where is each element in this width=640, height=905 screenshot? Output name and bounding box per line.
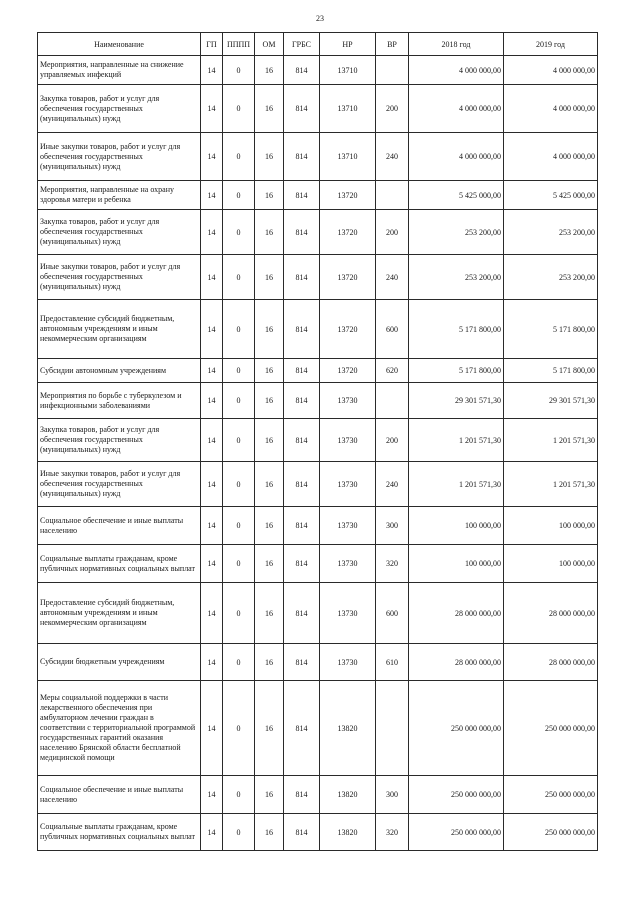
row-om: 16 (255, 359, 284, 383)
table-row (38, 681, 598, 776)
row-name: Меры социальной поддержки в части лекарственного обеспечения при амбулаторном лечении граждан в соответствии с территориальной программой государственных гарантий оказания населению Брянской области бесплатной медицинской помощи (38, 681, 201, 776)
row-vr: 600 (376, 583, 409, 644)
row-value-2019: 4 000 000,00 (504, 133, 598, 181)
row-om: 16 (255, 383, 284, 419)
row-nr: 13710 (320, 85, 376, 133)
row-value-2019: 250 000 000,00 (504, 814, 598, 851)
row-grbs: 814 (284, 133, 320, 181)
row-grbs: 814 (284, 681, 320, 776)
row-grbs: 814 (284, 383, 320, 419)
row-name: Социальные выплаты гражданам, кроме публичных нормативных социальных выплат (38, 814, 201, 851)
row-pppp: 0 (223, 181, 255, 210)
row-gp: 14 (201, 383, 223, 419)
row-nr: 13720 (320, 359, 376, 383)
row-nr: 13720 (320, 300, 376, 359)
row-vr: 620 (376, 359, 409, 383)
row-grbs: 814 (284, 300, 320, 359)
row-nr: 13730 (320, 583, 376, 644)
row-nr: 13820 (320, 681, 376, 776)
row-grbs: 814 (284, 419, 320, 462)
row-grbs: 814 (284, 814, 320, 851)
row-gp: 14 (201, 545, 223, 583)
row-grbs: 814 (284, 255, 320, 300)
col-header-2019: 2019 год (504, 33, 598, 56)
row-pppp: 0 (223, 255, 255, 300)
row-vr: 300 (376, 776, 409, 814)
row-pppp: 0 (223, 507, 255, 545)
row-name: Мероприятия, направленные на охрану здоровья матери и ребенка (38, 181, 201, 210)
row-gp: 14 (201, 300, 223, 359)
row-gp: 14 (201, 255, 223, 300)
col-header-pppp: ПППП (223, 33, 255, 56)
table-row (38, 507, 598, 545)
row-pppp: 0 (223, 359, 255, 383)
row-value-2019: 5 171 800,00 (504, 359, 598, 383)
row-vr: 200 (376, 419, 409, 462)
row-pppp: 0 (223, 300, 255, 359)
row-om: 16 (255, 255, 284, 300)
row-pppp: 0 (223, 133, 255, 181)
table-row (38, 814, 598, 851)
row-grbs: 814 (284, 644, 320, 681)
row-nr: 13730 (320, 383, 376, 419)
col-header-om: ОМ (255, 33, 284, 56)
row-grbs: 814 (284, 359, 320, 383)
row-name: Предоставление субсидий бюджетным, автономным учреждениям и иным некоммерческим организациям (38, 300, 201, 359)
row-value-2019: 4 000 000,00 (504, 85, 598, 133)
row-pppp: 0 (223, 419, 255, 462)
row-value-2018: 5 171 800,00 (409, 300, 504, 359)
row-value-2019: 253 200,00 (504, 210, 598, 255)
row-nr: 13730 (320, 644, 376, 681)
table-row (38, 462, 598, 507)
table-row (38, 583, 598, 644)
row-nr: 13820 (320, 776, 376, 814)
row-nr: 13720 (320, 181, 376, 210)
row-value-2018: 250 000 000,00 (409, 776, 504, 814)
row-grbs: 814 (284, 545, 320, 583)
row-om: 16 (255, 644, 284, 681)
row-value-2018: 29 301 571,30 (409, 383, 504, 419)
row-gp: 14 (201, 507, 223, 545)
row-gp: 14 (201, 583, 223, 644)
row-grbs: 814 (284, 85, 320, 133)
row-nr: 13710 (320, 56, 376, 85)
row-vr: 300 (376, 507, 409, 545)
row-value-2019: 253 200,00 (504, 255, 598, 300)
row-grbs: 814 (284, 462, 320, 507)
col-header-nr: НР (320, 33, 376, 56)
row-grbs: 814 (284, 56, 320, 85)
row-nr: 13820 (320, 814, 376, 851)
row-name: Закупка товаров, работ и услуг для обеспечения государственных (муниципальных) нужд (38, 85, 201, 133)
table-row (38, 776, 598, 814)
row-value-2019: 5 425 000,00 (504, 181, 598, 210)
table-row (38, 644, 598, 681)
row-om: 16 (255, 133, 284, 181)
row-om: 16 (255, 462, 284, 507)
row-grbs: 814 (284, 507, 320, 545)
row-vr (376, 181, 409, 210)
row-value-2018: 100 000,00 (409, 545, 504, 583)
row-nr: 13710 (320, 133, 376, 181)
row-name: Закупка товаров, работ и услуг для обеспечения государственных (муниципальных) нужд (38, 419, 201, 462)
row-name: Социальное обеспечение и иные выплаты населению (38, 507, 201, 545)
row-vr: 240 (376, 462, 409, 507)
row-pppp: 0 (223, 545, 255, 583)
row-name: Иные закупки товаров, работ и услуг для обеспечения государственных (муниципальных) нужд (38, 255, 201, 300)
row-value-2019: 100 000,00 (504, 545, 598, 583)
row-om: 16 (255, 419, 284, 462)
row-om: 16 (255, 814, 284, 851)
row-pppp: 0 (223, 210, 255, 255)
row-om: 16 (255, 85, 284, 133)
row-vr: 240 (376, 133, 409, 181)
row-value-2018: 28 000 000,00 (409, 583, 504, 644)
row-gp: 14 (201, 133, 223, 181)
row-pppp: 0 (223, 383, 255, 419)
row-om: 16 (255, 507, 284, 545)
row-gp: 14 (201, 85, 223, 133)
col-header-vr: ВР (376, 33, 409, 56)
row-value-2018: 5 171 800,00 (409, 359, 504, 383)
row-name: Социальное обеспечение и иные выплаты населению (38, 776, 201, 814)
row-name: Иные закупки товаров, работ и услуг для обеспечения государственных (муниципальных) нужд (38, 462, 201, 507)
row-vr (376, 383, 409, 419)
row-value-2018: 253 200,00 (409, 210, 504, 255)
row-gp: 14 (201, 681, 223, 776)
col-header-name: Наименование (38, 33, 201, 56)
row-value-2018: 1 201 571,30 (409, 419, 504, 462)
row-pppp: 0 (223, 583, 255, 644)
row-name: Иные закупки товаров, работ и услуг для обеспечения государственных (муниципальных) нужд (38, 133, 201, 181)
row-value-2019: 4 000 000,00 (504, 56, 598, 85)
col-header-2018: 2018 год (409, 33, 504, 56)
row-name: Субсидии бюджетным учреждениям (38, 644, 201, 681)
row-gp: 14 (201, 776, 223, 814)
row-vr (376, 56, 409, 85)
row-vr: 320 (376, 814, 409, 851)
row-pppp: 0 (223, 681, 255, 776)
budget-table (37, 32, 598, 851)
row-vr (376, 681, 409, 776)
row-value-2018: 1 201 571,30 (409, 462, 504, 507)
row-name: Мероприятия по борьбе с туберкулезом и инфекционными заболеваниями (38, 383, 201, 419)
row-gp: 14 (201, 359, 223, 383)
row-vr: 200 (376, 85, 409, 133)
row-om: 16 (255, 181, 284, 210)
row-name: Предоставление субсидий бюджетным, автономным учреждениям и иным некоммерческим организациям (38, 583, 201, 644)
row-vr: 610 (376, 644, 409, 681)
row-grbs: 814 (284, 776, 320, 814)
col-header-grbs: ГРБС (284, 33, 320, 56)
table-row (38, 85, 598, 133)
row-gp: 14 (201, 210, 223, 255)
row-value-2018: 253 200,00 (409, 255, 504, 300)
row-nr: 13730 (320, 419, 376, 462)
table-row (38, 133, 598, 181)
row-nr: 13730 (320, 545, 376, 583)
row-gp: 14 (201, 181, 223, 210)
row-om: 16 (255, 56, 284, 85)
row-nr: 13720 (320, 210, 376, 255)
row-grbs: 814 (284, 583, 320, 644)
row-value-2019: 100 000,00 (504, 507, 598, 545)
row-vr: 240 (376, 255, 409, 300)
row-om: 16 (255, 776, 284, 814)
row-gp: 14 (201, 419, 223, 462)
table-row (38, 359, 598, 383)
table-row (38, 56, 598, 85)
row-name: Субсидии автономным учреждениям (38, 359, 201, 383)
row-value-2018: 100 000,00 (409, 507, 504, 545)
row-value-2019: 250 000 000,00 (504, 681, 598, 776)
row-vr: 600 (376, 300, 409, 359)
row-om: 16 (255, 210, 284, 255)
row-grbs: 814 (284, 181, 320, 210)
row-vr: 200 (376, 210, 409, 255)
row-om: 16 (255, 300, 284, 359)
row-value-2018: 4 000 000,00 (409, 56, 504, 85)
row-value-2019: 1 201 571,30 (504, 462, 598, 507)
row-pppp: 0 (223, 644, 255, 681)
row-value-2019: 5 171 800,00 (504, 300, 598, 359)
table-row (38, 181, 598, 210)
row-gp: 14 (201, 814, 223, 851)
row-value-2019: 29 301 571,30 (504, 383, 598, 419)
row-nr: 13730 (320, 507, 376, 545)
row-value-2018: 28 000 000,00 (409, 644, 504, 681)
row-gp: 14 (201, 56, 223, 85)
row-value-2019: 28 000 000,00 (504, 644, 598, 681)
row-name: Мероприятия, направленные на снижение управляемых инфекций (38, 56, 201, 85)
row-vr: 320 (376, 545, 409, 583)
row-name: Социальные выплаты гражданам, кроме публичных нормативных социальных выплат (38, 545, 201, 583)
row-value-2019: 1 201 571,30 (504, 419, 598, 462)
row-value-2018: 4 000 000,00 (409, 85, 504, 133)
row-pppp: 0 (223, 462, 255, 507)
row-name: Закупка товаров, работ и услуг для обеспечения государственных (муниципальных) нужд (38, 210, 201, 255)
table-row (38, 255, 598, 300)
table-row (38, 419, 598, 462)
row-pppp: 0 (223, 776, 255, 814)
row-grbs: 814 (284, 210, 320, 255)
row-nr: 13720 (320, 255, 376, 300)
page-number: 23 (316, 14, 324, 23)
table-row (38, 210, 598, 255)
row-om: 16 (255, 681, 284, 776)
row-om: 16 (255, 583, 284, 644)
row-nr: 13730 (320, 462, 376, 507)
table-row (38, 300, 598, 359)
row-value-2018: 5 425 000,00 (409, 181, 504, 210)
row-value-2018: 4 000 000,00 (409, 133, 504, 181)
table-row (38, 383, 598, 419)
table-header-row (38, 33, 598, 56)
row-gp: 14 (201, 462, 223, 507)
col-header-gp: ГП (201, 33, 223, 56)
table-row (38, 545, 598, 583)
row-value-2018: 250 000 000,00 (409, 814, 504, 851)
row-value-2019: 250 000 000,00 (504, 776, 598, 814)
row-value-2018: 250 000 000,00 (409, 681, 504, 776)
row-om: 16 (255, 545, 284, 583)
row-value-2019: 28 000 000,00 (504, 583, 598, 644)
row-pppp: 0 (223, 56, 255, 85)
row-gp: 14 (201, 644, 223, 681)
row-pppp: 0 (223, 814, 255, 851)
row-pppp: 0 (223, 85, 255, 133)
